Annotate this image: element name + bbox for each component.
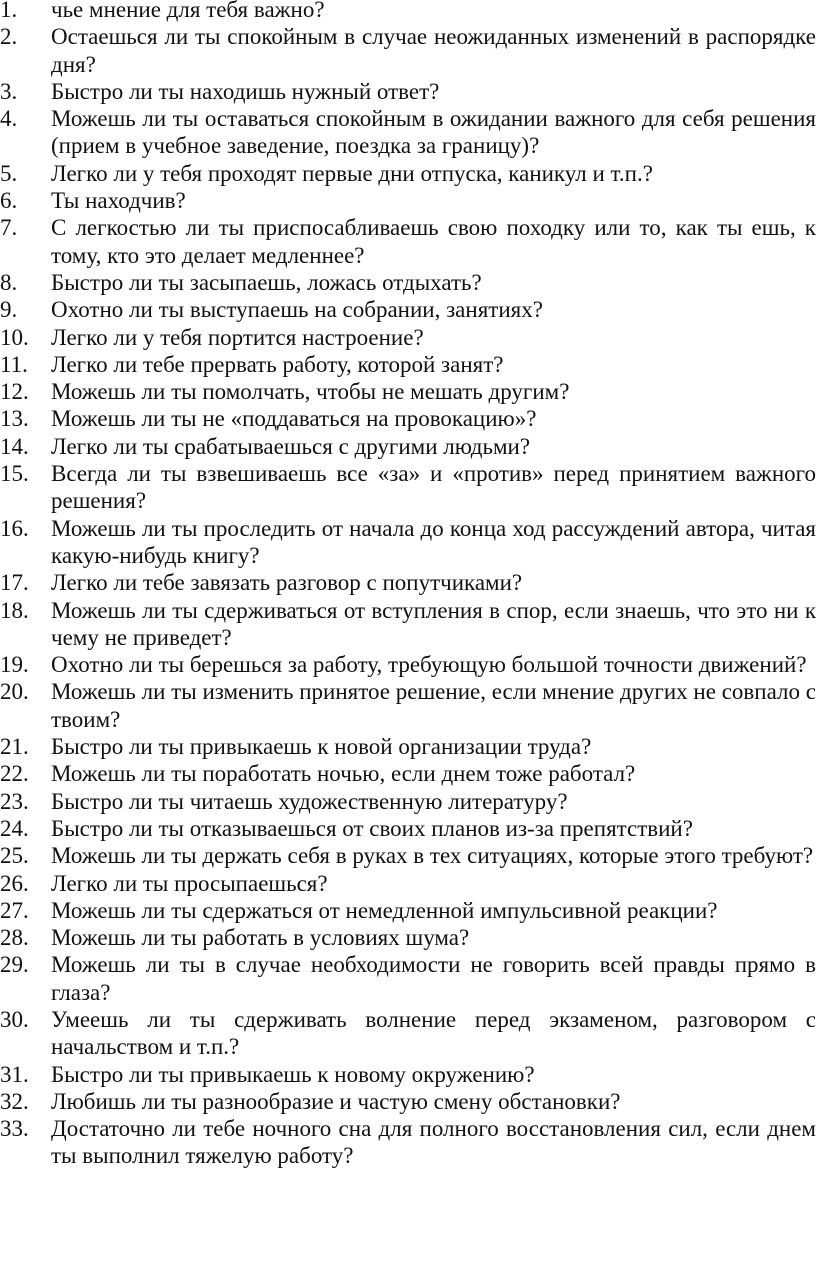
item-number: 3. (0, 78, 18, 104)
list-item (0, 405, 816, 432)
list-item (0, 924, 816, 951)
item-number: 11. (0, 351, 28, 377)
item-text: Можешь ли ты сдерживаться от вступления в спор, если знаешь, что это ни к чему не приведет? (51, 597, 816, 650)
item-text: Легко ли у тебя проходят первые дни отпуска, каникул и т.п.? (51, 160, 653, 186)
item-number: 21. (0, 734, 29, 760)
item-number: 8. (0, 269, 18, 295)
list-item (0, 760, 816, 787)
list-item (0, 0, 816, 23)
item-text: Быстро ли ты читаешь художественную литературу? (51, 788, 568, 814)
item-number: 5. (0, 160, 18, 186)
list-item (0, 1006, 816, 1061)
item-number: 18. (0, 597, 29, 623)
item-text: Ты находчив? (51, 188, 186, 214)
list-item (0, 897, 816, 924)
item-text: Можешь ли ты работать в условиях шума? (51, 925, 470, 951)
list-item (0, 23, 816, 78)
item-text: Умеешь ли ты сдерживать волнение перед экзаменом, разговором с начальством и т.п.? (51, 1006, 816, 1060)
list-item (0, 733, 816, 760)
item-number: 26. (0, 870, 29, 896)
list-item (0, 815, 816, 842)
item-text: Всегда ли ты взвешиваешь все «за» и «против» перед принятием важного решения? (51, 461, 816, 514)
item-text: Быстро ли ты привыкаешь к новому окружению? (51, 1061, 535, 1087)
item-number: 33. (0, 1116, 29, 1142)
item-number: 2. (0, 24, 18, 50)
item-number: 16. (0, 515, 29, 541)
item-text: Быстро ли ты отказываешься от своих планов из-за препятствий? (51, 815, 693, 841)
item-text: Можешь ли ты проследить от начала до конца ход рассуждений автора, читая какую-нибудь книгу? (51, 515, 816, 568)
list-item (0, 788, 816, 815)
item-text: Легко ли тебе завязать разговор с попутчиками? (51, 570, 523, 596)
item-text: Легко ли ты срабатываешься с другими людьми? (51, 433, 531, 459)
item-text: Быстро ли ты привыкаешь к новой организации труда? (51, 734, 592, 760)
item-text: Охотно ли ты выступаешь на собрании, занятиях? (51, 297, 543, 323)
item-number: 22. (0, 761, 29, 787)
item-number: 25. (0, 843, 29, 869)
list-item (0, 296, 816, 323)
item-text: Можешь ли ты сдержаться от немедленной импульсивной реакции? (51, 897, 718, 923)
item-text: Быстро ли ты находишь нужный ответ? (51, 78, 440, 104)
list-item (0, 515, 816, 570)
item-number: 30. (0, 1006, 29, 1032)
item-number: 32. (0, 1088, 29, 1114)
list-item (0, 378, 816, 405)
list-item (0, 351, 816, 378)
list-item (0, 651, 816, 678)
item-number: 9. (0, 297, 18, 323)
item-number: 1. (0, 0, 18, 22)
item-text: Можешь ли ты в случае необходимости не говорить всей правды прямо в глаза? (51, 952, 816, 1005)
list-item (0, 269, 816, 296)
item-text: Достаточно ли тебе ночного сна для полного восстановления сил, если днем ты выполнил тяжелую работу? (51, 1116, 816, 1169)
item-text: С легкостью ли ты приспосабливаешь свою походку или то, как ты ешь, к тому, кто это делает медленнее? (51, 215, 816, 268)
item-text: Охотно ли ты берешься за работу, требующую большой точности движений? (51, 652, 807, 678)
item-text: чье мнение для тебя важно? (51, 0, 325, 22)
list-item (0, 460, 816, 515)
item-number: 24. (0, 815, 29, 841)
item-number: 19. (0, 652, 29, 678)
item-text: Можешь ли ты поработать ночью, если днем тоже работал? (51, 761, 636, 787)
list-item (0, 569, 816, 596)
list-item (0, 214, 816, 269)
item-number: 14. (0, 433, 29, 459)
item-text: Остаешься ли ты спокойным в случае неожиданных изменений в распорядке дня? (51, 24, 816, 77)
list-item (0, 1088, 816, 1115)
item-text: Легко ли у тебя портится настроение? (51, 324, 424, 350)
item-text: Быстро ли ты засыпаешь, ложась отдыхать? (51, 269, 482, 295)
item-number: 29. (0, 952, 29, 978)
list-item (0, 870, 816, 897)
list-item (0, 1115, 816, 1170)
item-text: Можешь ли ты держать себя в руках в тех ситуациях, которые этого требуют? (51, 843, 814, 869)
list-item (0, 842, 816, 869)
list-item (0, 433, 816, 460)
list-item (0, 597, 816, 652)
item-number: 10. (0, 324, 29, 350)
item-text: Можешь ли ты изменить принятое решение, если мнение других не совпало с твоим? (51, 679, 816, 732)
item-text: Можешь ли ты помолчать, чтобы не мешать другим? (51, 379, 570, 405)
list-item (0, 951, 816, 1006)
item-number: 17. (0, 570, 29, 596)
list-item (0, 160, 816, 187)
item-number: 13. (0, 406, 29, 432)
item-number: 12. (0, 379, 29, 405)
item-number: 20. (0, 679, 29, 705)
list-item (0, 678, 816, 733)
list-item (0, 1061, 816, 1088)
item-number: 31. (0, 1061, 29, 1087)
item-text: Легко ли тебе прервать работу, которой занят? (51, 351, 504, 377)
item-text: Легко ли ты просыпаешься? (51, 870, 328, 896)
item-number: 15. (0, 461, 29, 487)
item-number: 28. (0, 925, 29, 951)
list-item (0, 105, 816, 160)
item-number: 4. (0, 106, 18, 132)
item-text: Можешь ли ты не «поддаваться на провокацию»? (51, 406, 537, 432)
list-item (0, 78, 816, 105)
item-number: 6. (0, 188, 18, 214)
item-number: 23. (0, 788, 29, 814)
item-text: Любишь ли ты разнообразие и частую смену обстановки? (51, 1088, 621, 1114)
item-number: 27. (0, 897, 29, 923)
list-item (0, 324, 816, 351)
item-text: Можешь ли ты оставаться спокойным в ожидании важного для себя решения (прием в учебное заведение, поездка за границу)? (51, 106, 816, 159)
list-item (0, 187, 816, 214)
item-number: 7. (0, 215, 18, 241)
